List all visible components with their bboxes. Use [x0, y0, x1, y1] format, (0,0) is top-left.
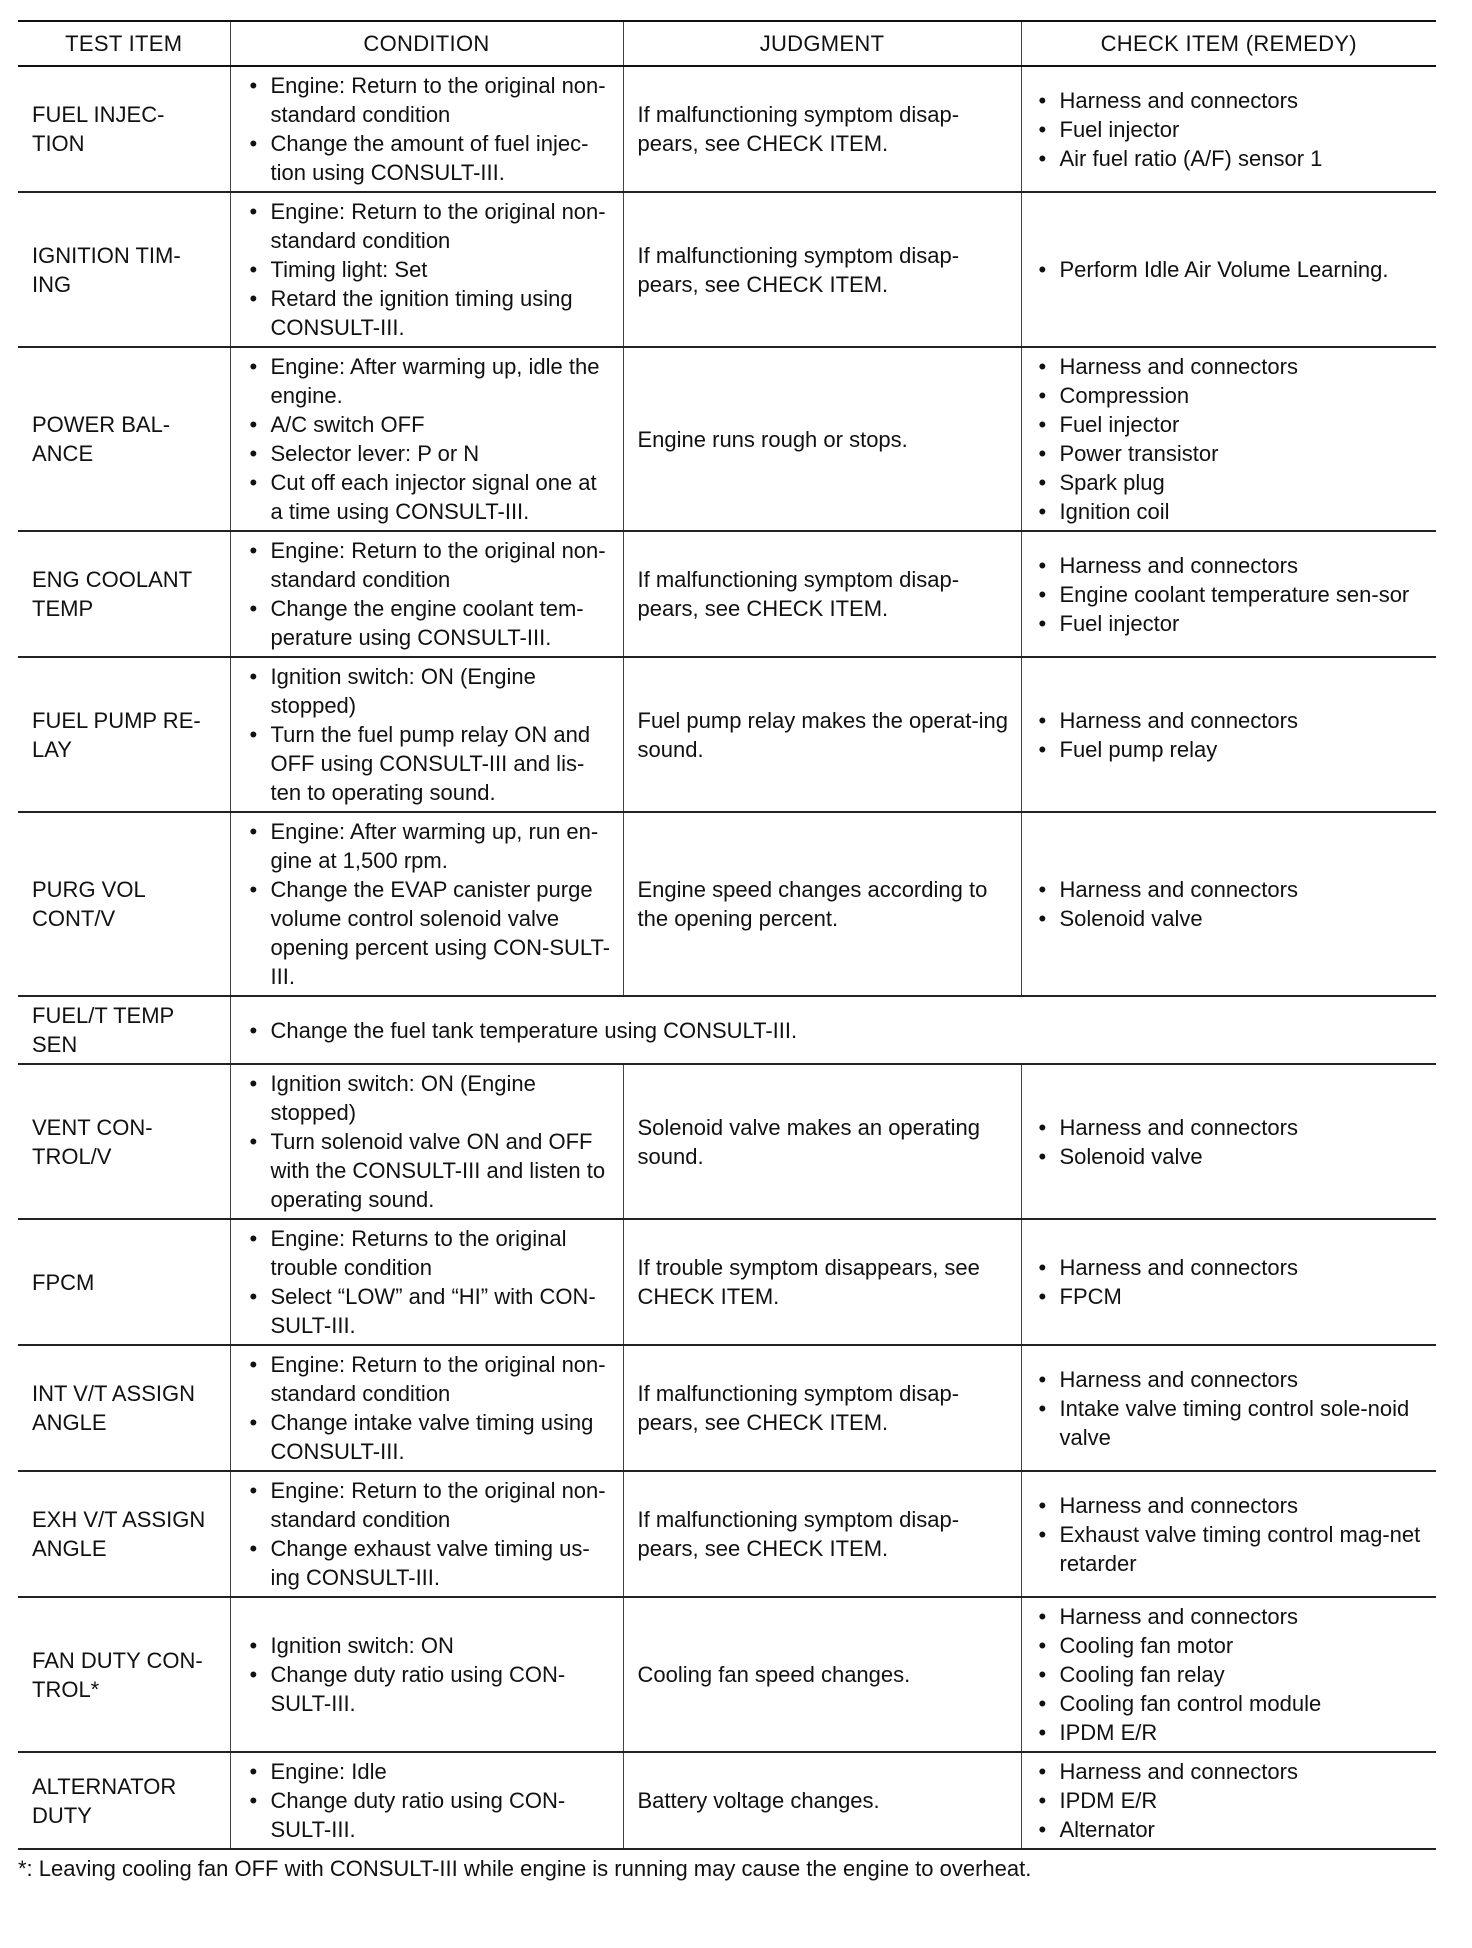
check-item-list	[1034, 352, 1429, 526]
check-item-bullet: • Exhaust valve timing control mag-net retarder	[1034, 1520, 1429, 1578]
condition-list	[245, 1016, 1423, 1045]
condition-bullet: • Retard the ignition timing using CONSULT-III.	[245, 284, 615, 342]
check-item-bullet: • Air fuel ratio (A/F) sensor 1	[1034, 144, 1429, 173]
condition-bullet: • Ignition switch: ON (Engine stopped)	[245, 1069, 615, 1127]
condition-bullet: • Engine: Return to the original non-standard condition	[245, 71, 615, 129]
check-item-bullet: • Engine coolant temperature sen-sor	[1034, 580, 1429, 609]
condition-list	[245, 352, 615, 526]
check-item-bullet: • Alternator	[1034, 1815, 1429, 1844]
check-item-list	[1034, 1113, 1429, 1171]
judgment-cell: Fuel pump relay makes the operat-ing sound.	[623, 657, 1021, 812]
check-item-list	[1034, 875, 1429, 933]
test-item-cell: FAN DUTY CON- TROL*	[18, 1597, 230, 1752]
check-item-bullet: • Harness and connectors	[1034, 86, 1429, 115]
judgment-cell: If trouble symptom disappears, see CHECK ITEM.	[623, 1219, 1021, 1345]
check-item-list	[1034, 86, 1429, 173]
condition-list	[245, 71, 615, 187]
table-row	[18, 812, 1436, 996]
check-item-cell	[1021, 347, 1436, 531]
check-item-bullet: • Cooling fan motor	[1034, 1631, 1429, 1660]
condition-list	[245, 1476, 615, 1592]
check-item-bullet: • Harness and connectors	[1034, 706, 1429, 735]
check-item-bullet: • Power transistor	[1034, 439, 1429, 468]
check-item-cell	[1021, 66, 1436, 192]
table-header-row	[18, 21, 1436, 66]
condition-bullet: • Engine: Return to the original non-standard condition	[245, 1350, 615, 1408]
check-item-cell	[1021, 1219, 1436, 1345]
table-row	[18, 1219, 1436, 1345]
condition-cell	[230, 812, 623, 996]
condition-bullet: • Engine: Return to the original non-standard condition	[245, 197, 615, 255]
footnote: *: Leaving cooling fan OFF with CONSULT-III while engine is running may cause the engine to overheat.	[18, 1856, 1032, 1881]
check-item-list	[1034, 1253, 1429, 1311]
test-item-cell: FPCM	[18, 1219, 230, 1345]
check-item-cell	[1021, 1752, 1436, 1849]
check-item-bullet: • Ignition coil	[1034, 497, 1429, 526]
check-item-bullet: • Harness and connectors	[1034, 875, 1429, 904]
check-item-cell	[1021, 812, 1436, 996]
table-row	[18, 192, 1436, 347]
check-item-bullet: • Fuel pump relay	[1034, 735, 1429, 764]
condition-cell	[230, 1471, 623, 1597]
condition-list	[245, 817, 615, 991]
check-item-bullet: • Compression	[1034, 381, 1429, 410]
condition-bullet: • Engine: Return to the original non-standard condition	[245, 1476, 615, 1534]
condition-bullet: • Engine: Return to the original non-standard condition	[245, 536, 615, 594]
condition-list	[245, 662, 615, 807]
condition-cell	[230, 996, 1436, 1064]
check-item-bullet: • Harness and connectors	[1034, 1491, 1429, 1520]
condition-bullet: • Selector lever: P or N	[245, 439, 615, 468]
condition-bullet: • Change the EVAP canister purge volume control solenoid valve opening percent using CON-SULT-III.	[245, 875, 615, 991]
test-item-cell: EXH V/T ASSIGN ANGLE	[18, 1471, 230, 1597]
check-item-bullet: • Perform Idle Air Volume Learning.	[1034, 255, 1429, 284]
condition-bullet: • Change intake valve timing using CONSULT-III.	[245, 1408, 615, 1466]
condition-bullet: • Turn the fuel pump relay ON and OFF using CONSULT-III and lis-ten to operating sound.	[245, 720, 615, 807]
check-item-bullet: • IPDM E/R	[1034, 1786, 1429, 1815]
test-item-cell: PURG VOL CONT/V	[18, 812, 230, 996]
check-item-bullet: • Solenoid valve	[1034, 1142, 1429, 1171]
condition-list	[245, 1224, 615, 1340]
check-item-cell	[1021, 1345, 1436, 1471]
check-item-list	[1034, 551, 1429, 638]
judgment-cell: If malfunctioning symptom disap-pears, see CHECK ITEM.	[623, 66, 1021, 192]
condition-bullet: • Turn solenoid valve ON and OFF with the CONSULT-III and listen to operating sound.	[245, 1127, 615, 1214]
check-item-bullet: • Harness and connectors	[1034, 551, 1429, 580]
check-item-list	[1034, 1757, 1429, 1844]
condition-cell	[230, 347, 623, 531]
header-judgment: JUDGMENT	[623, 21, 1021, 66]
check-item-bullet: • Solenoid valve	[1034, 904, 1429, 933]
table-row	[18, 531, 1436, 657]
condition-list	[245, 1069, 615, 1214]
check-item-bullet: • FPCM	[1034, 1282, 1429, 1311]
condition-bullet: • Engine: After warming up, idle the engine.	[245, 352, 615, 410]
judgment-cell: Engine runs rough or stops.	[623, 347, 1021, 531]
table-row	[18, 996, 1436, 1064]
condition-cell	[230, 66, 623, 192]
condition-list	[245, 1757, 615, 1844]
condition-bullet: • Engine: After warming up, run en-gine at 1,500 rpm.	[245, 817, 615, 875]
condition-bullet: • Ignition switch: ON	[245, 1631, 615, 1660]
condition-cell	[230, 657, 623, 812]
condition-bullet: • Timing light: Set	[245, 255, 615, 284]
check-item-bullet: • IPDM E/R	[1034, 1718, 1429, 1747]
condition-bullet: • Engine: Idle	[245, 1757, 615, 1786]
check-item-bullet: • Cooling fan relay	[1034, 1660, 1429, 1689]
test-item-cell: FUEL INJEC- TION	[18, 66, 230, 192]
condition-bullet: • Select “LOW” and “HI” with CON-SULT-III.	[245, 1282, 615, 1340]
active-test-table	[18, 20, 1436, 1850]
condition-cell	[230, 1597, 623, 1752]
judgment-cell: If malfunctioning symptom disap-pears, see CHECK ITEM.	[623, 1471, 1021, 1597]
condition-list	[245, 197, 615, 342]
condition-bullet: • A/C switch OFF	[245, 410, 615, 439]
header-check-item: CHECK ITEM (REMEDY)	[1021, 21, 1436, 66]
condition-bullet: • Change the engine coolant tem-perature using CONSULT-III.	[245, 594, 615, 652]
header-condition: CONDITION	[230, 21, 623, 66]
table-row	[18, 66, 1436, 192]
check-item-bullet: • Fuel injector	[1034, 115, 1429, 144]
test-item-cell: FUEL PUMP RE- LAY	[18, 657, 230, 812]
table-row	[18, 1597, 1436, 1752]
condition-cell	[230, 1345, 623, 1471]
test-item-cell: INT V/T ASSIGN ANGLE	[18, 1345, 230, 1471]
condition-cell	[230, 1219, 623, 1345]
table-row	[18, 1345, 1436, 1471]
check-item-bullet: • Spark plug	[1034, 468, 1429, 497]
check-item-cell	[1021, 1064, 1436, 1219]
check-item-cell	[1021, 1597, 1436, 1752]
check-item-list	[1034, 706, 1429, 764]
check-item-bullet: • Fuel injector	[1034, 609, 1429, 638]
condition-cell	[230, 1064, 623, 1219]
condition-bullet: • Change exhaust valve timing us-ing CONSULT-III.	[245, 1534, 615, 1592]
table-row	[18, 1752, 1436, 1849]
condition-list	[245, 536, 615, 652]
test-item-cell: IGNITION TIM- ING	[18, 192, 230, 347]
check-item-cell	[1021, 531, 1436, 657]
check-item-list	[1034, 1602, 1429, 1747]
condition-bullet: • Change the fuel tank temperature using CONSULT-III.	[245, 1016, 1423, 1045]
condition-cell	[230, 192, 623, 347]
check-item-bullet: • Fuel injector	[1034, 410, 1429, 439]
header-test-item: TEST ITEM	[18, 21, 230, 66]
table-row	[18, 1471, 1436, 1597]
test-item-cell: FUEL/T TEMP SEN	[18, 996, 230, 1064]
judgment-cell: Cooling fan speed changes.	[623, 1597, 1021, 1752]
check-item-bullet: • Harness and connectors	[1034, 352, 1429, 381]
condition-list	[245, 1631, 615, 1718]
table-row	[18, 657, 1436, 812]
condition-bullet: • Ignition switch: ON (Engine stopped)	[245, 662, 615, 720]
judgment-cell: If malfunctioning symptom disap-pears, see CHECK ITEM.	[623, 192, 1021, 347]
check-item-list	[1034, 255, 1429, 284]
check-item-list	[1034, 1365, 1429, 1452]
table-row	[18, 1064, 1436, 1219]
condition-bullet: • Change duty ratio using CON-SULT-III.	[245, 1786, 615, 1844]
check-item-bullet: • Harness and connectors	[1034, 1602, 1429, 1631]
condition-list	[245, 1350, 615, 1466]
check-item-bullet: • Harness and connectors	[1034, 1757, 1429, 1786]
test-item-cell: ENG COOLANT TEMP	[18, 531, 230, 657]
condition-bullet: • Cut off each injector signal one at a time using CONSULT-III.	[245, 468, 615, 526]
check-item-bullet: • Harness and connectors	[1034, 1365, 1429, 1394]
check-item-bullet: • Harness and connectors	[1034, 1113, 1429, 1142]
condition-cell	[230, 531, 623, 657]
condition-bullet: • Change duty ratio using CON-SULT-III.	[245, 1660, 615, 1718]
test-item-cell: ALTERNATOR DUTY	[18, 1752, 230, 1849]
check-item-bullet: • Intake valve timing control sole-noid valve	[1034, 1394, 1429, 1452]
judgment-cell: Engine speed changes according to the opening percent.	[623, 812, 1021, 996]
judgment-cell: Solenoid valve makes an operating sound.	[623, 1064, 1021, 1219]
check-item-list	[1034, 1491, 1429, 1578]
judgment-cell: If malfunctioning symptom disap-pears, see CHECK ITEM.	[623, 1345, 1021, 1471]
condition-bullet: • Change the amount of fuel injec-tion using CONSULT-III.	[245, 129, 615, 187]
document	[18, 20, 1436, 1883]
condition-cell	[230, 1752, 623, 1849]
judgment-cell: Battery voltage changes.	[623, 1752, 1021, 1849]
test-item-cell: POWER BAL- ANCE	[18, 347, 230, 531]
test-item-cell: VENT CON- TROL/V	[18, 1064, 230, 1219]
check-item-cell	[1021, 657, 1436, 812]
table-body	[18, 66, 1436, 1849]
check-item-cell	[1021, 192, 1436, 347]
check-item-cell	[1021, 1471, 1436, 1597]
table-row	[18, 347, 1436, 531]
judgment-cell: If malfunctioning symptom disap-pears, see CHECK ITEM.	[623, 531, 1021, 657]
check-item-bullet: • Cooling fan control module	[1034, 1689, 1429, 1718]
condition-bullet: • Engine: Returns to the original trouble condition	[245, 1224, 615, 1282]
check-item-bullet: • Harness and connectors	[1034, 1253, 1429, 1282]
